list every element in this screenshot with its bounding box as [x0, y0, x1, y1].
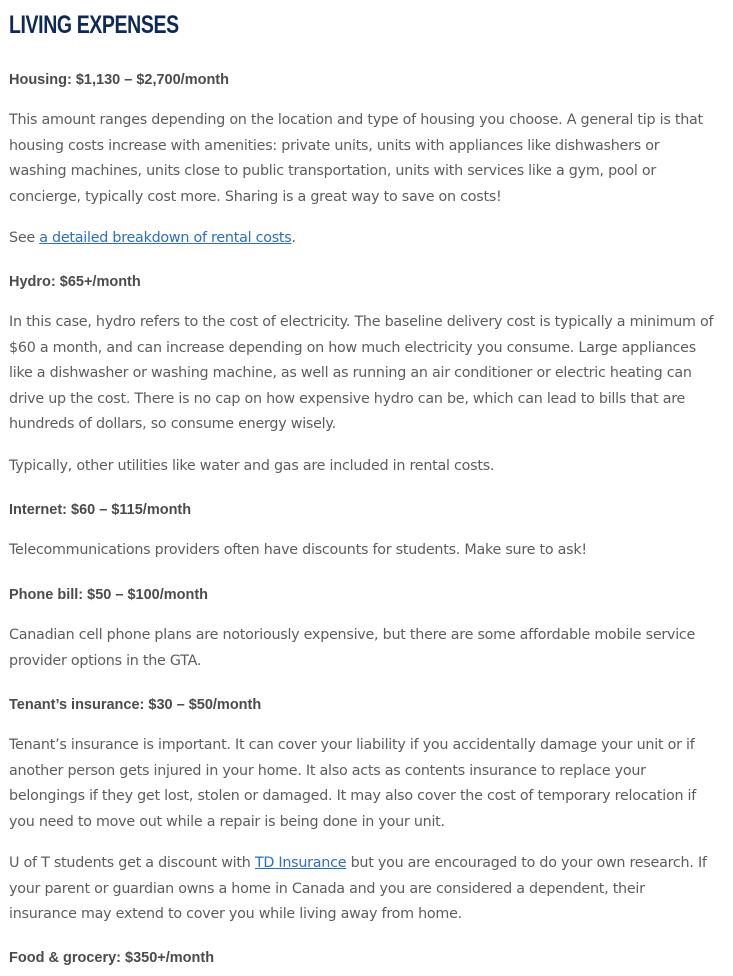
paragraph-line: you need to move out while a repair is being done in your unit. — [9, 813, 445, 830]
paragraph-line: Typically, other utilities like water and gas are included in rental costs. — [9, 458, 495, 474]
paragraph-line: Tenant’s insurance is important. It can cover your liability if you accidentally damage your unit or if — [9, 737, 695, 753]
paragraph-line: insurance may extend to cover you while living away from home. — [9, 906, 462, 922]
see-prefix-text: See — [9, 230, 40, 246]
see-suffix-text: . — [291, 230, 296, 246]
paragraph-line: another person gets injured in your home. It also acts as contents insurance to replace your — [9, 762, 646, 779]
food-heading: Food & grocery: $350+/month — [9, 950, 215, 966]
paragraph-line: housing costs increase with amenities: private units, units with appliances like dishwashers or — [9, 137, 660, 154]
paragraph-line: Telecommunications providers often have discounts for students. Make sure to ask! — [9, 542, 587, 558]
td-insurance-link[interactable]: TD Insurance — [254, 855, 347, 871]
housing-paragraph — [9, 108, 703, 210]
paragraph-line: your parent or guardian owns a home in Canada and you are considered a dependent, their — [9, 880, 645, 897]
housing-heading: Housing: $1,130 – $2,700/month — [9, 72, 229, 88]
insurance-heading: Tenant’s insurance: $30 – $50/month — [9, 697, 262, 713]
hydro-heading: Hydro: $65+/month — [9, 274, 141, 290]
paragraph-line: concierge, typically cost more. Sharing is a great way to save on costs! — [9, 188, 502, 205]
paragraph-line: provider options in the GTA. — [9, 652, 202, 669]
paragraph-line: hundreds of dollars, so consume energy wisely. — [9, 416, 336, 432]
page-title: LIVING EXPENSES — [9, 11, 179, 39]
hydro-note — [9, 454, 494, 480]
discount-suffix-text: but you are encouraged to do your own research. If — [346, 855, 707, 871]
phone-heading: Phone bill: $50 – $100/month — [9, 587, 209, 603]
paragraph-line — [9, 226, 296, 252]
internet-heading: Internet: $60 – $115/month — [9, 502, 192, 518]
hydro-paragraph — [9, 310, 713, 438]
paragraph-line: drive up the cost. There is no cap on how expensive hydro can be, which can lead to bills that are — [9, 390, 686, 407]
paragraph-line: belongings if they get lost, stolen or damaged. It may also cover the cost of temporary relocation if — [9, 788, 697, 804]
insurance-discount-paragraph — [9, 851, 707, 928]
paragraph-line: like a dishwasher or washing machine, as well as running an air conditioner or electric heating can — [9, 365, 692, 381]
paragraph-line: $60 a month, and can increase depending on how much electricity you consume. Large appliances — [9, 339, 696, 356]
paragraph-line — [9, 851, 707, 877]
rental-costs-link[interactable]: a detailed breakdown of rental costs — [39, 230, 292, 246]
paragraph-line: Canadian cell phone plans are notoriously expensive, but there are some affordable mobile service — [9, 627, 696, 643]
discount-prefix-text: U of T students get a discount with — [9, 855, 255, 871]
phone-paragraph — [9, 623, 695, 674]
paragraph-line: In this case, hydro refers to the cost of electricity. The baseline delivery cost is typically a minimum of — [9, 314, 714, 330]
paragraph-line: This amount ranges depending on the location and type of housing you choose. A general tip is that — [9, 112, 703, 128]
insurance-paragraph — [9, 733, 696, 835]
housing-see-paragraph — [9, 226, 296, 252]
paragraph-line: washing machines, units close to public transportation, units with services like a gym, pool or — [9, 163, 657, 179]
internet-paragraph — [9, 538, 587, 564]
